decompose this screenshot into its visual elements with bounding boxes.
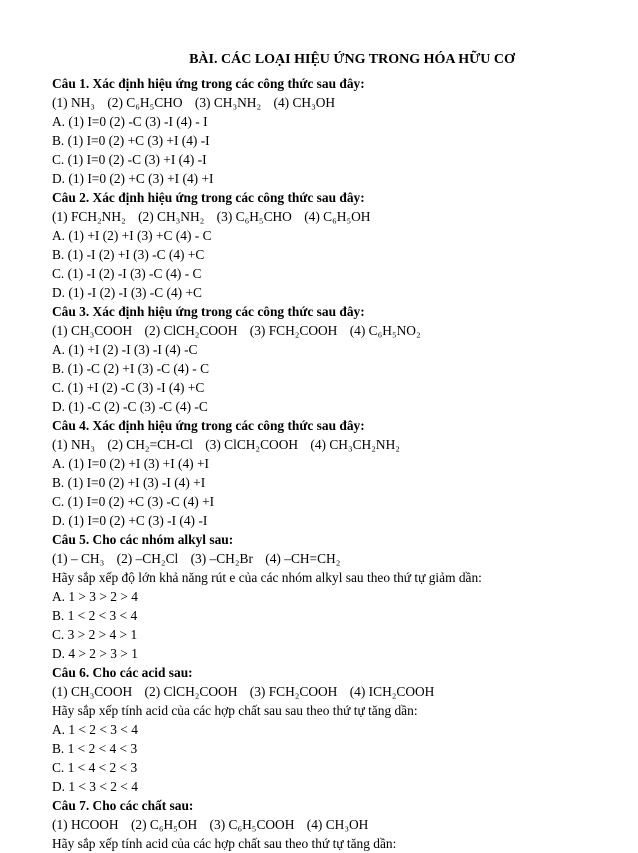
q6-option-a: A. 1 < 2 < 3 < 4	[52, 722, 138, 737]
question-7-items	[52, 815, 612, 834]
q7-item-3: (3) C₆H₅COOH	[209, 817, 295, 832]
q4-item-1: (1) NH₃	[52, 437, 95, 452]
q4-option-b: B. (1) I=0 (2) +I (3) -I (4) +I	[52, 475, 206, 490]
question-6-header: Câu 6. Cho các acid sau:	[52, 665, 193, 680]
q6-item-1: (1) CH₃COOH	[52, 684, 133, 699]
q3-option-b: B. (1) -C (2) +I (3) -C (4) - C	[52, 361, 210, 376]
question-4-items	[52, 435, 612, 454]
question-5-header: Câu 5. Cho các nhóm alkyl sau:	[52, 532, 234, 547]
q2-option-b: B. (1) -I (2) +I (3) -C (4) +C	[52, 247, 205, 262]
question-6-items	[52, 682, 612, 701]
q4-option-c: C. (1) I=0 (2) +C (3) -C (4) +I	[52, 494, 215, 509]
question-2-header: Câu 2. Xác định hiệu ứng trong các công thức sau đây:	[52, 190, 365, 205]
q5-option-b: B. 1 < 2 < 3 < 4	[52, 608, 138, 623]
q5-option-d: D. 4 > 2 > 3 > 1	[52, 646, 138, 661]
q6-option-c: C. 1 < 4 < 2 < 3	[52, 760, 138, 775]
page-title: BÀI. CÁC LOẠI HIỆU ỨNG TRONG HÓA HỮU CƠ	[189, 52, 515, 67]
q1-option-a: A. (1) I=0 (2) -C (3) -I (4) - I	[52, 114, 208, 129]
q3-item-1: (1) CH₃COOH	[52, 323, 133, 338]
question-4-header: Câu 4. Xác định hiệu ứng trong các công thức sau đây:	[52, 418, 365, 433]
q2-item-4: (4) C₆H₅OH	[304, 209, 371, 224]
q1-item-2: (2) C₆H₅CHO	[107, 95, 183, 110]
q2-option-c: C. (1) -I (2) -I (3) -C (4) - C	[52, 266, 202, 281]
q1-option-d: D. (1) I=0 (2) +C (3) +I (4) +I	[52, 171, 214, 186]
q5-item-1: (1) – CH₃	[52, 551, 105, 566]
q2-option-a: A. (1) +I (2) +I (3) +C (4) - C	[52, 228, 212, 243]
q4-item-3: (3) ClCH₂COOH	[205, 437, 299, 452]
q6-option-d: D. 1 < 3 < 2 < 4	[52, 779, 138, 794]
q3-option-a: A. (1) +I (2) -I (3) -I (4) -C	[52, 342, 198, 357]
question-6-instruction: Hãy sắp xếp tính acid của các hợp chất sau sau theo thứ tự tăng dần:	[52, 703, 418, 718]
q6-option-b: B. 1 < 2 < 4 < 3	[52, 741, 138, 756]
q2-item-1: (1) FCH₂NH₂	[52, 209, 126, 224]
q4-item-2: (2) CH₂=CH-Cl	[107, 437, 193, 452]
q6-item-3: (3) FCH₂COOH	[249, 684, 338, 699]
q2-option-d: D. (1) -I (2) -I (3) -C (4) +C	[52, 285, 202, 300]
q6-item-2: (2) ClCH₂COOH	[144, 684, 238, 699]
question-3-header: Câu 3. Xác định hiệu ứng trong các công thức sau đây:	[52, 304, 365, 319]
q7-item-1: (1) HCOOH	[52, 817, 119, 832]
question-3-items	[52, 321, 612, 340]
question-7-header: Câu 7. Cho các chất sau:	[52, 798, 194, 813]
q3-option-c: C. (1) +I (2) -C (3) -I (4) +C	[52, 380, 205, 395]
q4-option-d: D. (1) I=0 (2) +C (3) -I (4) -I	[52, 513, 208, 528]
q3-item-3: (3) FCH₂COOH	[249, 323, 338, 338]
q1-option-c: C. (1) I=0 (2) -C (3) +I (4) -I	[52, 152, 207, 167]
question-5-instruction: Hãy sắp xếp độ lớn khả năng rút e của các nhóm alkyl sau theo thứ tự giảm dần:	[52, 570, 482, 585]
q5-item-2: (2) –CH₂Cl	[116, 551, 179, 566]
question-1-items	[52, 93, 612, 112]
q3-option-d: D. (1) -C (2) -C (3) -C (4) -C	[52, 399, 208, 414]
q3-item-2: (2) ClCH₂COOH	[144, 323, 238, 338]
q1-item-3: (3) CH₃NH₂	[194, 95, 262, 110]
q4-option-a: A. (1) I=0 (2) +I (3) +I (4) +I	[52, 456, 209, 471]
q5-option-a: A. 1 > 3 > 2 > 4	[52, 589, 138, 604]
q1-option-b: B. (1) I=0 (2) +C (3) +I (4) -I	[52, 133, 210, 148]
q6-item-4: (4) ICH₂COOH	[349, 684, 435, 699]
question-2-items	[52, 207, 612, 226]
q1-item-1: (1) NH₃	[52, 95, 95, 110]
q5-item-4: (4) –CH=CH₂	[265, 551, 341, 566]
question-5-items	[52, 549, 612, 568]
question-1-header: Câu 1. Xác định hiệu ứng trong các công thức sau đây:	[52, 76, 365, 91]
q5-item-3: (3) –CH₂Br	[190, 551, 253, 566]
q3-item-4: (4) C₆H₅NO₂	[349, 323, 421, 338]
q5-option-c: C. 3 > 2 > 4 > 1	[52, 627, 138, 642]
q2-item-2: (2) CH₃NH₂	[138, 209, 205, 224]
q1-item-4: (4) CH₃OH	[273, 95, 336, 110]
q4-item-4: (4) CH₃CH₂NH₂	[310, 437, 400, 452]
worksheet-page	[52, 50, 612, 853]
q7-item-2: (2) C₆H₅OH	[130, 817, 198, 832]
q2-item-3: (3) C₆H₅CHO	[216, 209, 292, 224]
question-7-instruction: Hãy sắp xếp tính acid của các hợp chất sau theo thứ tự tăng dần:	[52, 836, 397, 851]
q7-item-4: (4) CH₃OH	[306, 817, 369, 832]
